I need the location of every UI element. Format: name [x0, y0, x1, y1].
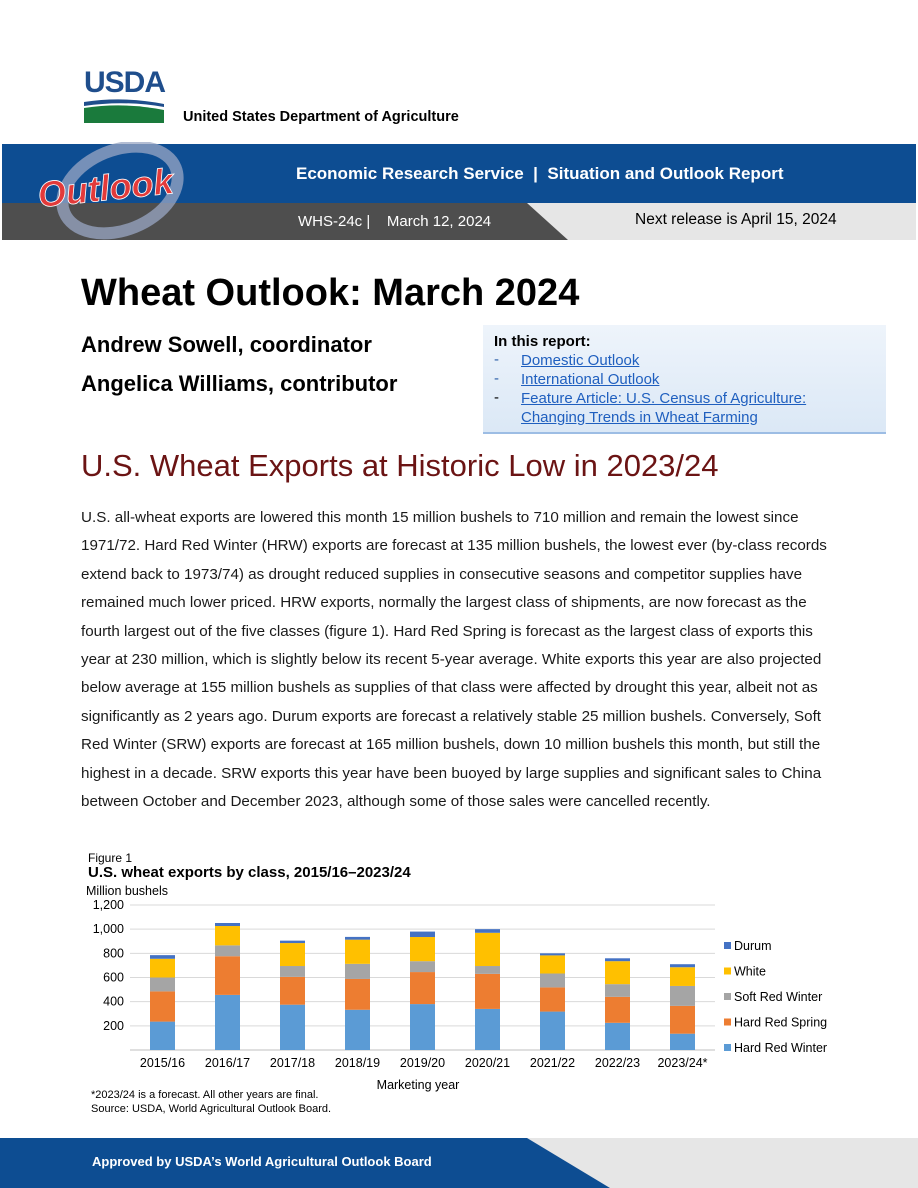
- legend-label: Soft Red Winter: [734, 990, 823, 1004]
- footer-approval-text: Approved by USDA’s World Agricultural Outlook Board: [92, 1154, 432, 1169]
- page-title: Wheat Outlook: March 2024: [81, 272, 580, 314]
- figure-label: Figure 1: [88, 851, 133, 865]
- section-heading: U.S. Wheat Exports at Historic Low in 2023/24: [81, 448, 719, 483]
- bar-segment: [150, 1022, 175, 1050]
- x-tick-label: 2021/22: [529, 1056, 576, 1070]
- figure-note: [91, 1088, 331, 1116]
- bar-segment: [215, 923, 240, 926]
- legend-swatch: [724, 942, 731, 949]
- outlook-logo-text: Outlook: [35, 160, 176, 216]
- bar-segment: [605, 997, 630, 1023]
- bar-segment: [410, 932, 435, 937]
- next-release: Next release is April 15, 2024: [635, 211, 837, 228]
- bar-segment: [345, 1010, 370, 1050]
- service-line: Economic Research Service | Situation and Outlook Report: [296, 164, 784, 183]
- legend-label: Durum: [734, 939, 772, 953]
- bar-segment: [345, 964, 370, 979]
- bar-segment: [410, 937, 435, 961]
- bar-segment: [280, 977, 305, 1005]
- x-tick-label: 2016/17: [204, 1056, 251, 1070]
- x-axis-label: Marketing year: [376, 1078, 460, 1092]
- bar-segment: [280, 941, 305, 943]
- department-name: United States Department of Agriculture: [183, 109, 459, 125]
- toc-dash: -: [494, 389, 499, 406]
- legend-label: Hard Red Spring: [734, 1015, 828, 1030]
- bar-segment: [345, 940, 370, 964]
- y-tick-label: 800: [103, 946, 124, 961]
- body-paragraph: U.S. all-wheat exports are lowered this month 15 million bushels to 710 million and remain the lowest since 1971/72. Hard Red Winter (HRW) exports are forecast at 135 million bushels, the lowest ever (by-class records extend back to 1973/74) as drought reduced supplies in consecutive seasons and competitor supplies have remained much lower priced. HRW exports, normally the largest class of shipments, are now forecast as the fourth largest out of the five classes (figure 1). Hard Red Spring is forecast as the largest class of exports this year at 230 million, which is slightly below its recent 5-year average. White exports this year are also projected below average at 155 million bushels as supplies of that class were affected by drought this year, albeit not as significantly as 2 years ago. Durum exports are forecast a relatively stable 25 million bushels. Conversely, Soft Red Winter (SRW) exports are forecast at 165 million bushels, down 10 million bushels this month, but still the highest in a decade. SRW exports this year have been buoyed by large supplies and significant sales to China between October and December 2023, although some of those sales were cancelled recently.: [81, 509, 827, 811]
- x-tick-label: 2020/21: [464, 1056, 511, 1070]
- report-id-date: WHS-24c | March 12, 2024: [298, 213, 492, 230]
- legend-swatch: [724, 1019, 731, 1026]
- figure-title: U.S. wheat exports by class, 2015/16–2023/24: [88, 864, 411, 881]
- figure-unit: Million bushels: [86, 884, 168, 898]
- toc-dash: -: [494, 370, 499, 387]
- bar-segment: [670, 967, 695, 986]
- bar-segment: [670, 964, 695, 967]
- x-tick-label: 2022/23: [594, 1056, 641, 1070]
- legend-swatch: [724, 968, 731, 975]
- x-tick-label: 2018/19: [334, 1056, 381, 1070]
- y-tick-label: 600: [103, 970, 124, 985]
- bar-segment: [345, 979, 370, 1010]
- bar-segment: [150, 978, 175, 992]
- bar-segment: [475, 1009, 500, 1050]
- y-tick-label: 1,200: [92, 898, 124, 912]
- x-tick-label: 2017/18: [269, 1056, 316, 1070]
- bar-segment: [280, 943, 305, 966]
- bar-segment: [280, 1005, 305, 1050]
- usda-logo: [84, 68, 164, 124]
- y-tick-label: 400: [103, 994, 124, 1009]
- y-tick-label: 200: [103, 1018, 124, 1033]
- bar-segment: [605, 984, 630, 997]
- author-contributor: Angelica Williams, contributor: [81, 371, 398, 396]
- y-tick-label: 1,000: [92, 922, 124, 937]
- bar-segment: [410, 1004, 435, 1050]
- bar-segment: [345, 937, 370, 940]
- usda-logo-text: USDA: [84, 66, 166, 99]
- bar-segment: [540, 1012, 565, 1050]
- source-note: Source: USDA, World Agricultural Outlook Board.: [91, 1103, 332, 1115]
- bar-segment: [540, 974, 565, 988]
- bar-segment: [605, 961, 630, 984]
- bar-segment: [540, 953, 565, 955]
- forecast-note: *2023/24 is a forecast. All other years are final.: [91, 1089, 319, 1101]
- bar-segment: [540, 955, 565, 973]
- bar-segment: [215, 926, 240, 945]
- bar-segment: [670, 1006, 695, 1034]
- in-this-report-title: In this report:: [494, 333, 591, 350]
- bar-segment: [150, 959, 175, 978]
- toc-link-feature-article[interactable]: Feature Article: U.S. Census of Agriculture:: [521, 390, 807, 407]
- legend-swatch: [724, 993, 731, 1000]
- bar-segment: [475, 974, 500, 1009]
- bar-segment: [475, 966, 500, 974]
- x-tick-label: 2019/20: [399, 1056, 446, 1070]
- stacked-bar-chart: [80, 895, 850, 1095]
- outlook-logo: [28, 142, 188, 242]
- bar-segment: [670, 1034, 695, 1050]
- x-tick-label: 2015/16: [139, 1056, 186, 1070]
- bar-segment: [475, 933, 500, 966]
- bar-segment: [410, 961, 435, 972]
- bar-segment: [150, 991, 175, 1021]
- bar-segment: [150, 955, 175, 959]
- toc-link-international-outlook[interactable]: International Outlook: [521, 371, 660, 388]
- legend-swatch: [724, 1044, 731, 1051]
- bar-segment: [670, 986, 695, 1006]
- bar-segment: [605, 958, 630, 961]
- author-coordinator: Andrew Sowell, coordinator: [81, 332, 372, 357]
- toc-dash: -: [494, 351, 499, 368]
- x-tick-label: 2023/24*: [657, 1056, 708, 1070]
- legend-label: Hard Red Winter: [734, 1041, 828, 1055]
- bar-segment: [410, 972, 435, 1004]
- bar-segment: [215, 945, 240, 956]
- bar-segment: [605, 1023, 630, 1050]
- usda-logo-mark: [84, 98, 164, 124]
- bar-segment: [540, 987, 565, 1011]
- bar-segment: [280, 966, 305, 977]
- bar-segment: [475, 929, 500, 933]
- legend-label: White: [734, 964, 766, 979]
- toc-link-feature-article-cont[interactable]: Changing Trends in Wheat Farming: [521, 409, 758, 426]
- bar-segment: [215, 995, 240, 1050]
- bar-segment: [215, 956, 240, 995]
- toc-link-domestic-outlook[interactable]: Domestic Outlook: [521, 352, 640, 369]
